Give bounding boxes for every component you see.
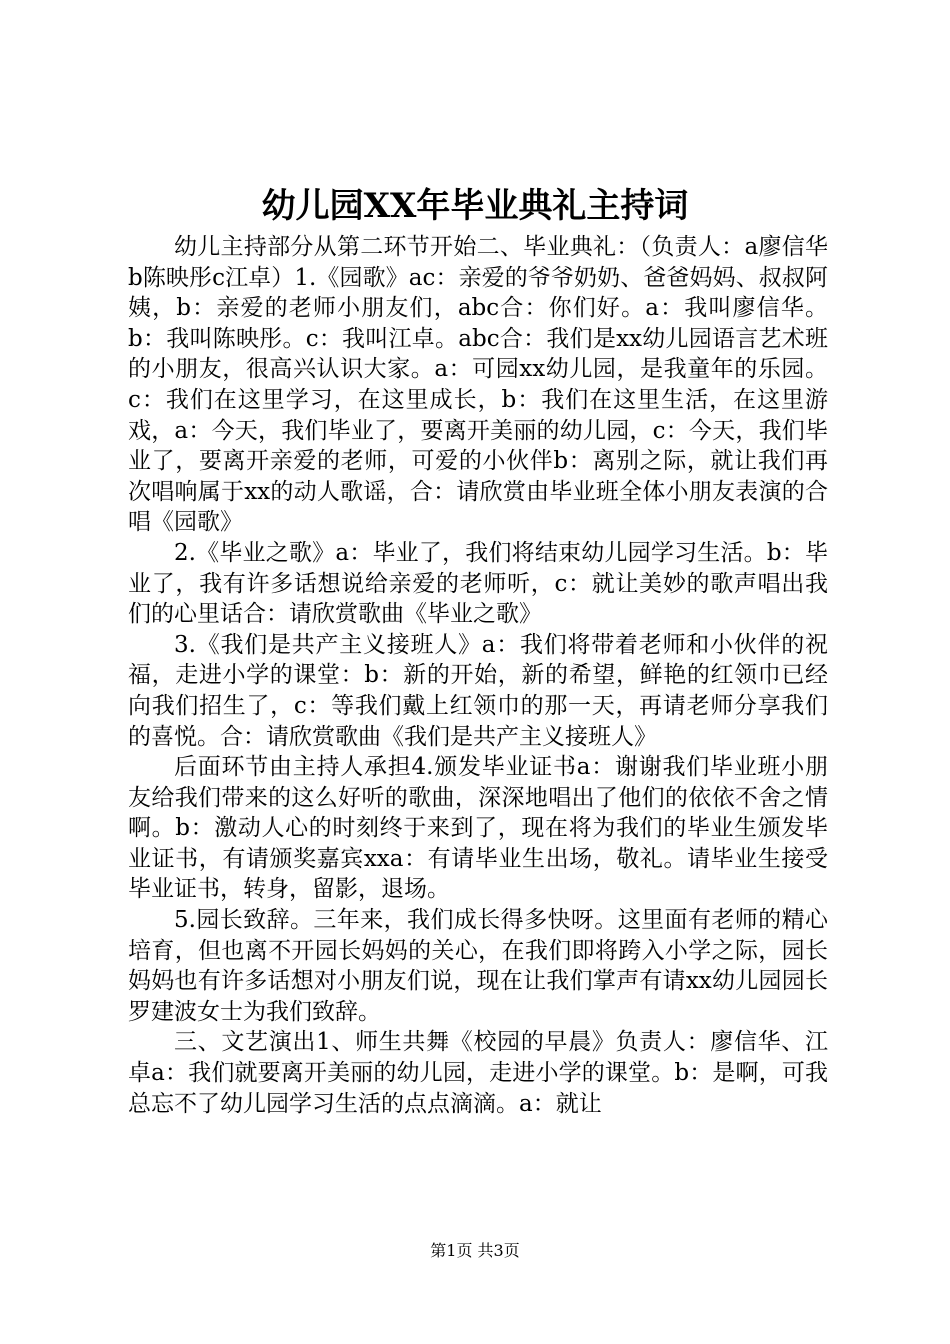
paragraph-2: 2.《毕业之歌》a：毕业了，我们将结束幼儿园学习生活。b：毕业了，我有许多话想说给亲爱的老师听，c：就让美妙的歌声唱出我们的心里话合：请欣赏歌曲《毕业之歌》: [128, 539, 828, 628]
paragraph-5: 5.园长致辞。三年来，我们成长得多快呀。这里面有老师的精心培育，但也离不开园长妈妈的关心，在我们即将跨入小学之际，园长妈妈也有许多话想对小朋友们说，现在让我们掌声有请xx幼儿园园长罗建波女士为我们致辞。: [128, 907, 828, 1025]
paragraph-1: 幼儿主持部分从第二环节开始二、毕业典礼：（负责人：a廖信华b陈映彤c江卓）1.《园歌》ac：亲爱的爷爷奶奶、爸爸妈妈、叔叔阿姨，b：亲爱的老师小朋友们，abc合：你们好。a：我叫廖信华。b：我叫陈映彤。c：我叫江卓。abc合：我们是xx幼儿园语言艺术班的小朋友，很高兴认识大家。a：可园xx幼儿园，是我童年的乐园。c：我们在这里学习，在这里成长，b：我们在这里生活，在这里游戏，a：今天，我们毕业了，要离开美丽的幼儿园，c：今天，我们毕业了，要离开亲爱的老师，可爱的小伙伴b：离别之际，就让我们再次唱响属于xx的动人歌谣，合：请欣赏由毕业班全体小朋友表演的合唱《园歌》: [128, 234, 828, 536]
paragraph-6: 三、文艺演出1、师生共舞《校园的早晨》负责人：廖信华、江卓a：我们就要离开美丽的幼儿园，走进小学的课堂。b：是啊，可我总忘不了幼儿园学习生活的点点滴滴。a：就让: [128, 1029, 828, 1117]
document-body: [128, 232, 828, 1119]
document-title: 幼儿园XX年毕业典礼主持词: [261, 186, 689, 226]
paragraph-4: 后面环节由主持人承担4.颁发毕业证书a：谢谢我们毕业班小朋友给我们带来的这么好听的歌曲，深深地唱出了他们的依依不舍之情啊。b：激动人心的时刻终于来到了，现在将为我们的毕业生颁发毕业证书，有请颁奖嘉宾xxa：有请毕业生出场，敬礼。请毕业生接受毕业证书，转身，留影，退场。: [128, 754, 828, 903]
page-number-footer: 第1页 共3页: [430, 1241, 520, 1260]
paragraph-3: 3.《我们是共产主义接班人》a：我们将带着老师和小伙伴的祝福，走进小学的课堂：b：新的开始，新的希望，鲜艳的红领巾已经向我们招生了，c：等我们戴上红领巾的那一天，再请老师分享我们的喜悦。合：请欣赏歌曲《我们是共产主义接班人》: [128, 631, 828, 750]
